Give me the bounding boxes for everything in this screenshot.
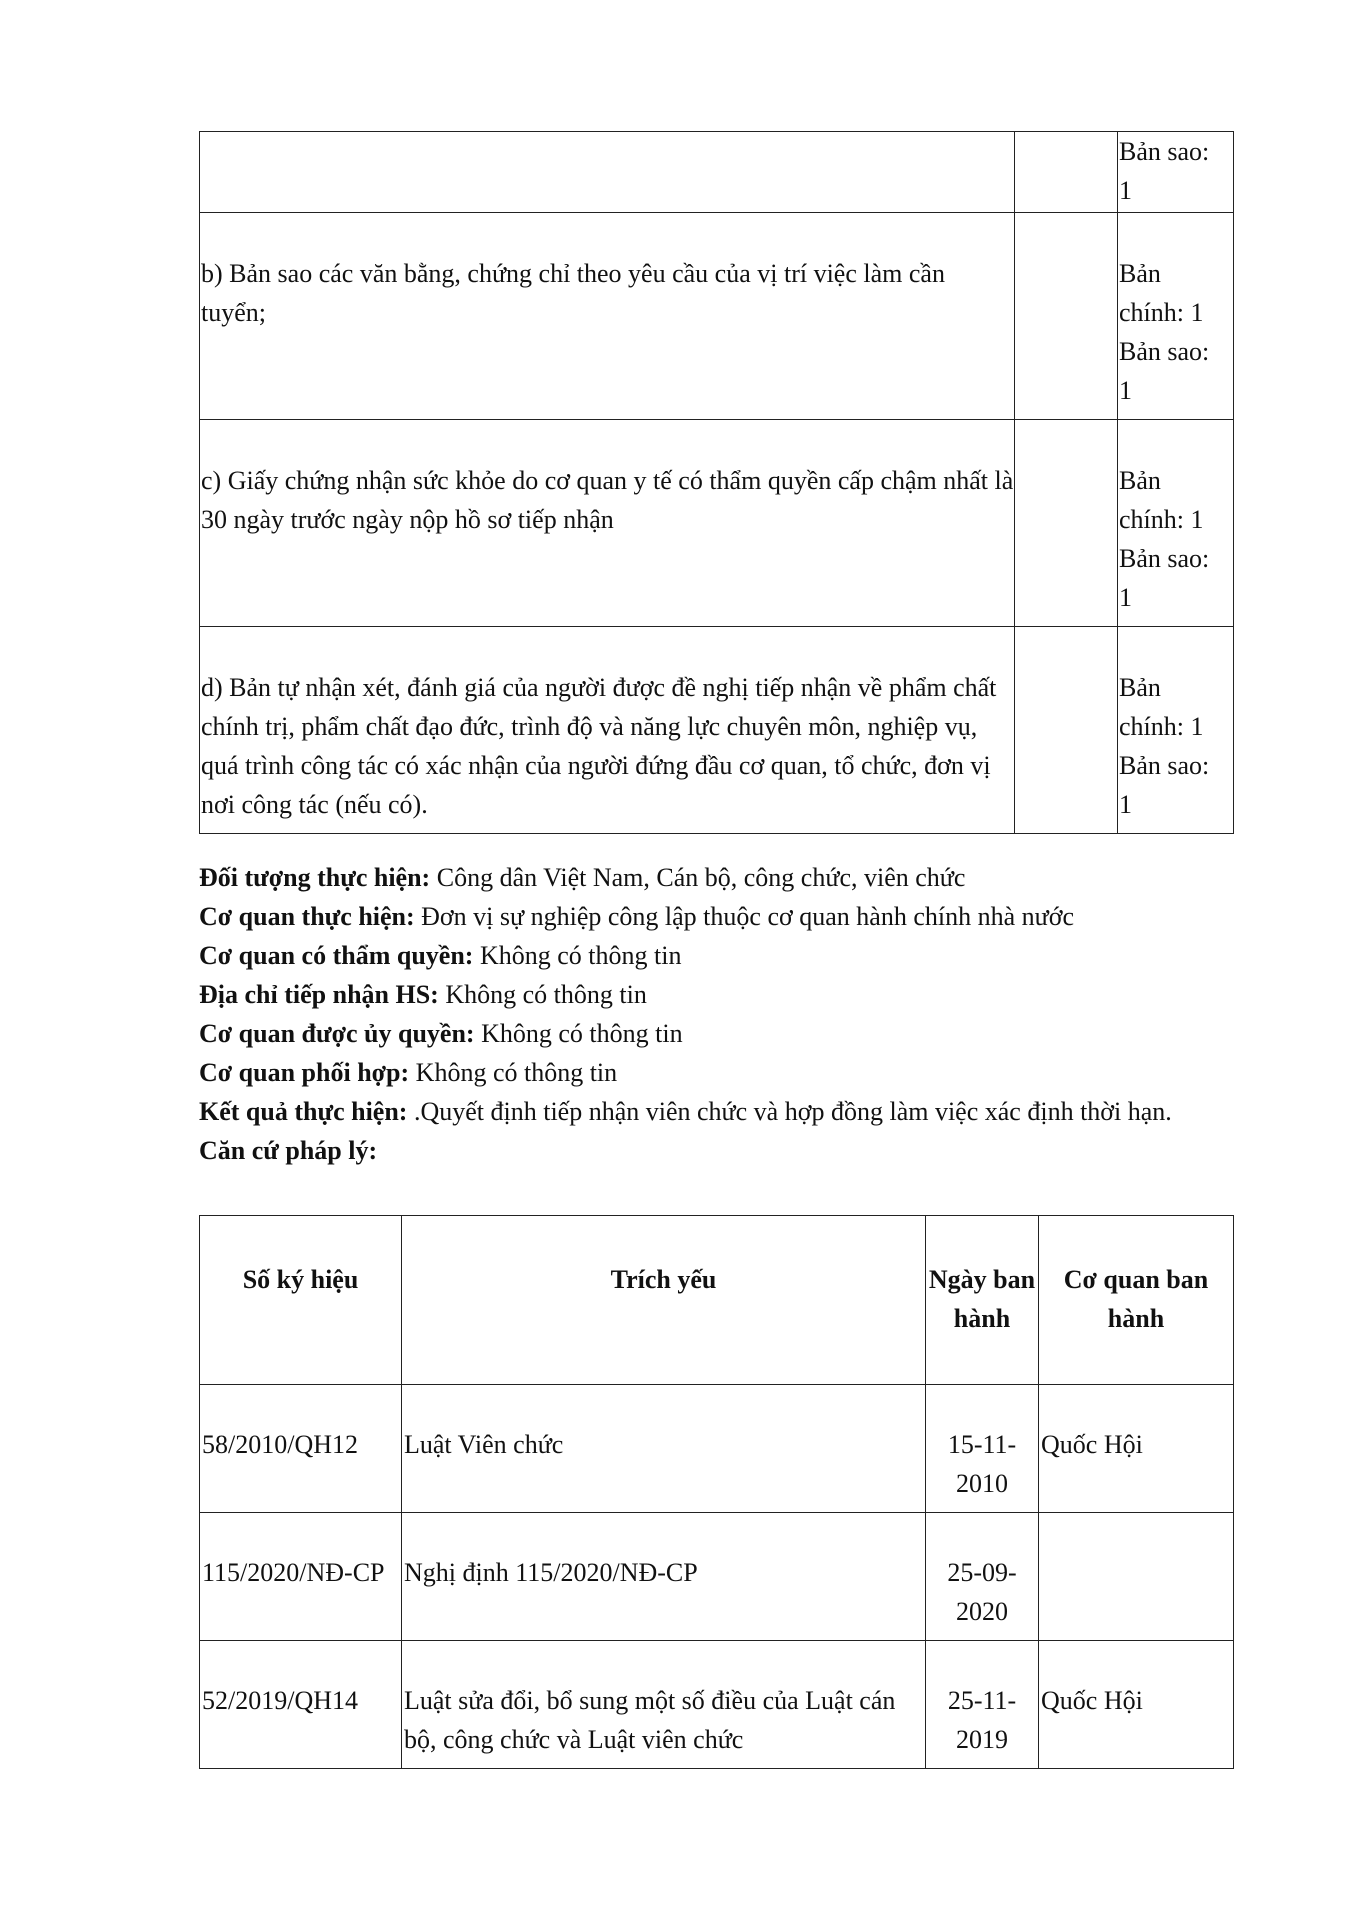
info-co-quan-uy-quyen bbox=[199, 1014, 1233, 1053]
info-value: Công dân Việt Nam, Cán bộ, công chức, viên chức bbox=[430, 863, 966, 892]
quantity-cell bbox=[1118, 420, 1234, 627]
requirement-cell: c) Giấy chứng nhận sức khỏe do cơ quan y tế có thẩm quyền cấp chậm nhất là 30 ngày trước ngày nộp hồ sơ tiếp nhận bbox=[200, 420, 1015, 627]
quantity-cell bbox=[1118, 132, 1234, 213]
table-row bbox=[200, 213, 1234, 420]
quantity-line: Bản bbox=[1119, 466, 1161, 495]
table-row bbox=[200, 420, 1234, 627]
info-co-quan-tham-quyen bbox=[199, 936, 1233, 975]
table-row bbox=[200, 627, 1234, 834]
quantity-cell bbox=[1118, 627, 1234, 834]
info-label: Cơ quan được ủy quyền: bbox=[199, 1019, 475, 1048]
table-header-row bbox=[200, 1216, 1234, 1385]
empty-cell bbox=[1015, 132, 1118, 213]
requirement-cell: b) Bản sao các văn bằng, chứng chỉ theo yêu cầu của vị trí việc làm cần tuyển; bbox=[200, 213, 1015, 420]
column-header: Số ký hiệu bbox=[200, 1216, 402, 1385]
info-label: Kết quả thực hiện: bbox=[199, 1097, 408, 1126]
info-value: Không có thông tin bbox=[438, 980, 647, 1009]
quantity-cell bbox=[1118, 213, 1234, 420]
cell-co-quan bbox=[1039, 1513, 1234, 1641]
section-heading: Căn cứ pháp lý: bbox=[199, 1136, 378, 1165]
procedure-info bbox=[199, 858, 1233, 1170]
quantity-line: Bản sao: bbox=[1119, 137, 1210, 166]
quantity-line: Bản bbox=[1119, 673, 1161, 702]
quantity-line: 1 bbox=[1119, 176, 1132, 205]
cell-ngay: 25-11-2019 bbox=[926, 1641, 1039, 1769]
cell-trich-yeu: Luật sửa đổi, bổ sung một số điều của Luật cán bộ, công chức và Luật viên chức bbox=[402, 1641, 926, 1769]
info-dia-chi bbox=[199, 975, 1233, 1014]
table-row bbox=[200, 132, 1234, 213]
info-label: Địa chỉ tiếp nhận HS: bbox=[199, 980, 439, 1009]
quantity-line: Bản sao: bbox=[1119, 337, 1210, 366]
legal-basis-table bbox=[199, 1215, 1234, 1769]
column-header: Cơ quan ban hành bbox=[1039, 1216, 1234, 1385]
info-value: Không có thông tin bbox=[473, 941, 682, 970]
table-row bbox=[200, 1513, 1234, 1641]
info-label: Cơ quan thực hiện: bbox=[199, 902, 415, 931]
table-row bbox=[200, 1385, 1234, 1513]
table-row bbox=[200, 1641, 1234, 1769]
info-label: Đối tượng thực hiện: bbox=[199, 863, 431, 892]
quantity-line: 1 bbox=[1119, 376, 1132, 405]
quantity-line: 1 bbox=[1119, 583, 1132, 612]
info-can-cu bbox=[199, 1131, 1233, 1170]
column-header: Trích yếu bbox=[402, 1216, 926, 1385]
info-label: Cơ quan có thẩm quyền: bbox=[199, 941, 474, 970]
info-value: .Quyết định tiếp nhận viên chức và hợp đồng làm việc xác định thời hạn. bbox=[407, 1097, 1172, 1126]
quantity-line: Bản sao: bbox=[1119, 544, 1210, 573]
quantity-line: chính: 1 bbox=[1119, 712, 1204, 741]
info-doi-tuong bbox=[199, 858, 1233, 897]
cell-so-ky-hieu: 115/2020/NĐ-CP bbox=[200, 1513, 402, 1641]
info-value: Đơn vị sự nghiệp công lập thuộc cơ quan hành chính nhà nước bbox=[414, 902, 1074, 931]
quantity-line: chính: 1 bbox=[1119, 298, 1204, 327]
empty-cell bbox=[1015, 627, 1118, 834]
info-value: Không có thông tin bbox=[409, 1058, 618, 1087]
empty-cell bbox=[1015, 213, 1118, 420]
cell-so-ky-hieu: 58/2010/QH12 bbox=[200, 1385, 402, 1513]
info-value: Không có thông tin bbox=[474, 1019, 683, 1048]
column-header: Ngày ban hành bbox=[926, 1216, 1039, 1385]
quantity-line: Bản sao: bbox=[1119, 751, 1210, 780]
cell-ngay: 15-11-2010 bbox=[926, 1385, 1039, 1513]
info-co-quan-thuc-hien bbox=[199, 897, 1233, 936]
cell-so-ky-hieu: 52/2019/QH14 bbox=[200, 1641, 402, 1769]
quantity-line: Bản bbox=[1119, 259, 1161, 288]
info-label: Cơ quan phối hợp: bbox=[199, 1058, 410, 1087]
quantity-line: chính: 1 bbox=[1119, 505, 1204, 534]
cell-co-quan: Quốc Hội bbox=[1039, 1641, 1234, 1769]
info-co-quan-phoi-hop bbox=[199, 1053, 1233, 1092]
cell-trich-yeu: Nghị định 115/2020/NĐ-CP bbox=[402, 1513, 926, 1641]
required-documents-table bbox=[199, 131, 1234, 834]
info-ket-qua bbox=[199, 1092, 1233, 1131]
cell-trich-yeu: Luật Viên chức bbox=[402, 1385, 926, 1513]
requirement-cell: d) Bản tự nhận xét, đánh giá của người được đề nghị tiếp nhận về phẩm chất chính trị, phẩm chất đạo đức, trình độ và năng lực chuyên môn, nghiệp vụ, quá trình công tác có xác nhận của người đứng đầu cơ quan, tổ chức, đơn vị nơi công tác (nếu có). bbox=[200, 627, 1015, 834]
cell-co-quan: Quốc Hội bbox=[1039, 1385, 1234, 1513]
cell-ngay: 25-09-2020 bbox=[926, 1513, 1039, 1641]
empty-cell bbox=[1015, 420, 1118, 627]
quantity-line: 1 bbox=[1119, 790, 1132, 819]
requirement-cell bbox=[200, 132, 1015, 213]
